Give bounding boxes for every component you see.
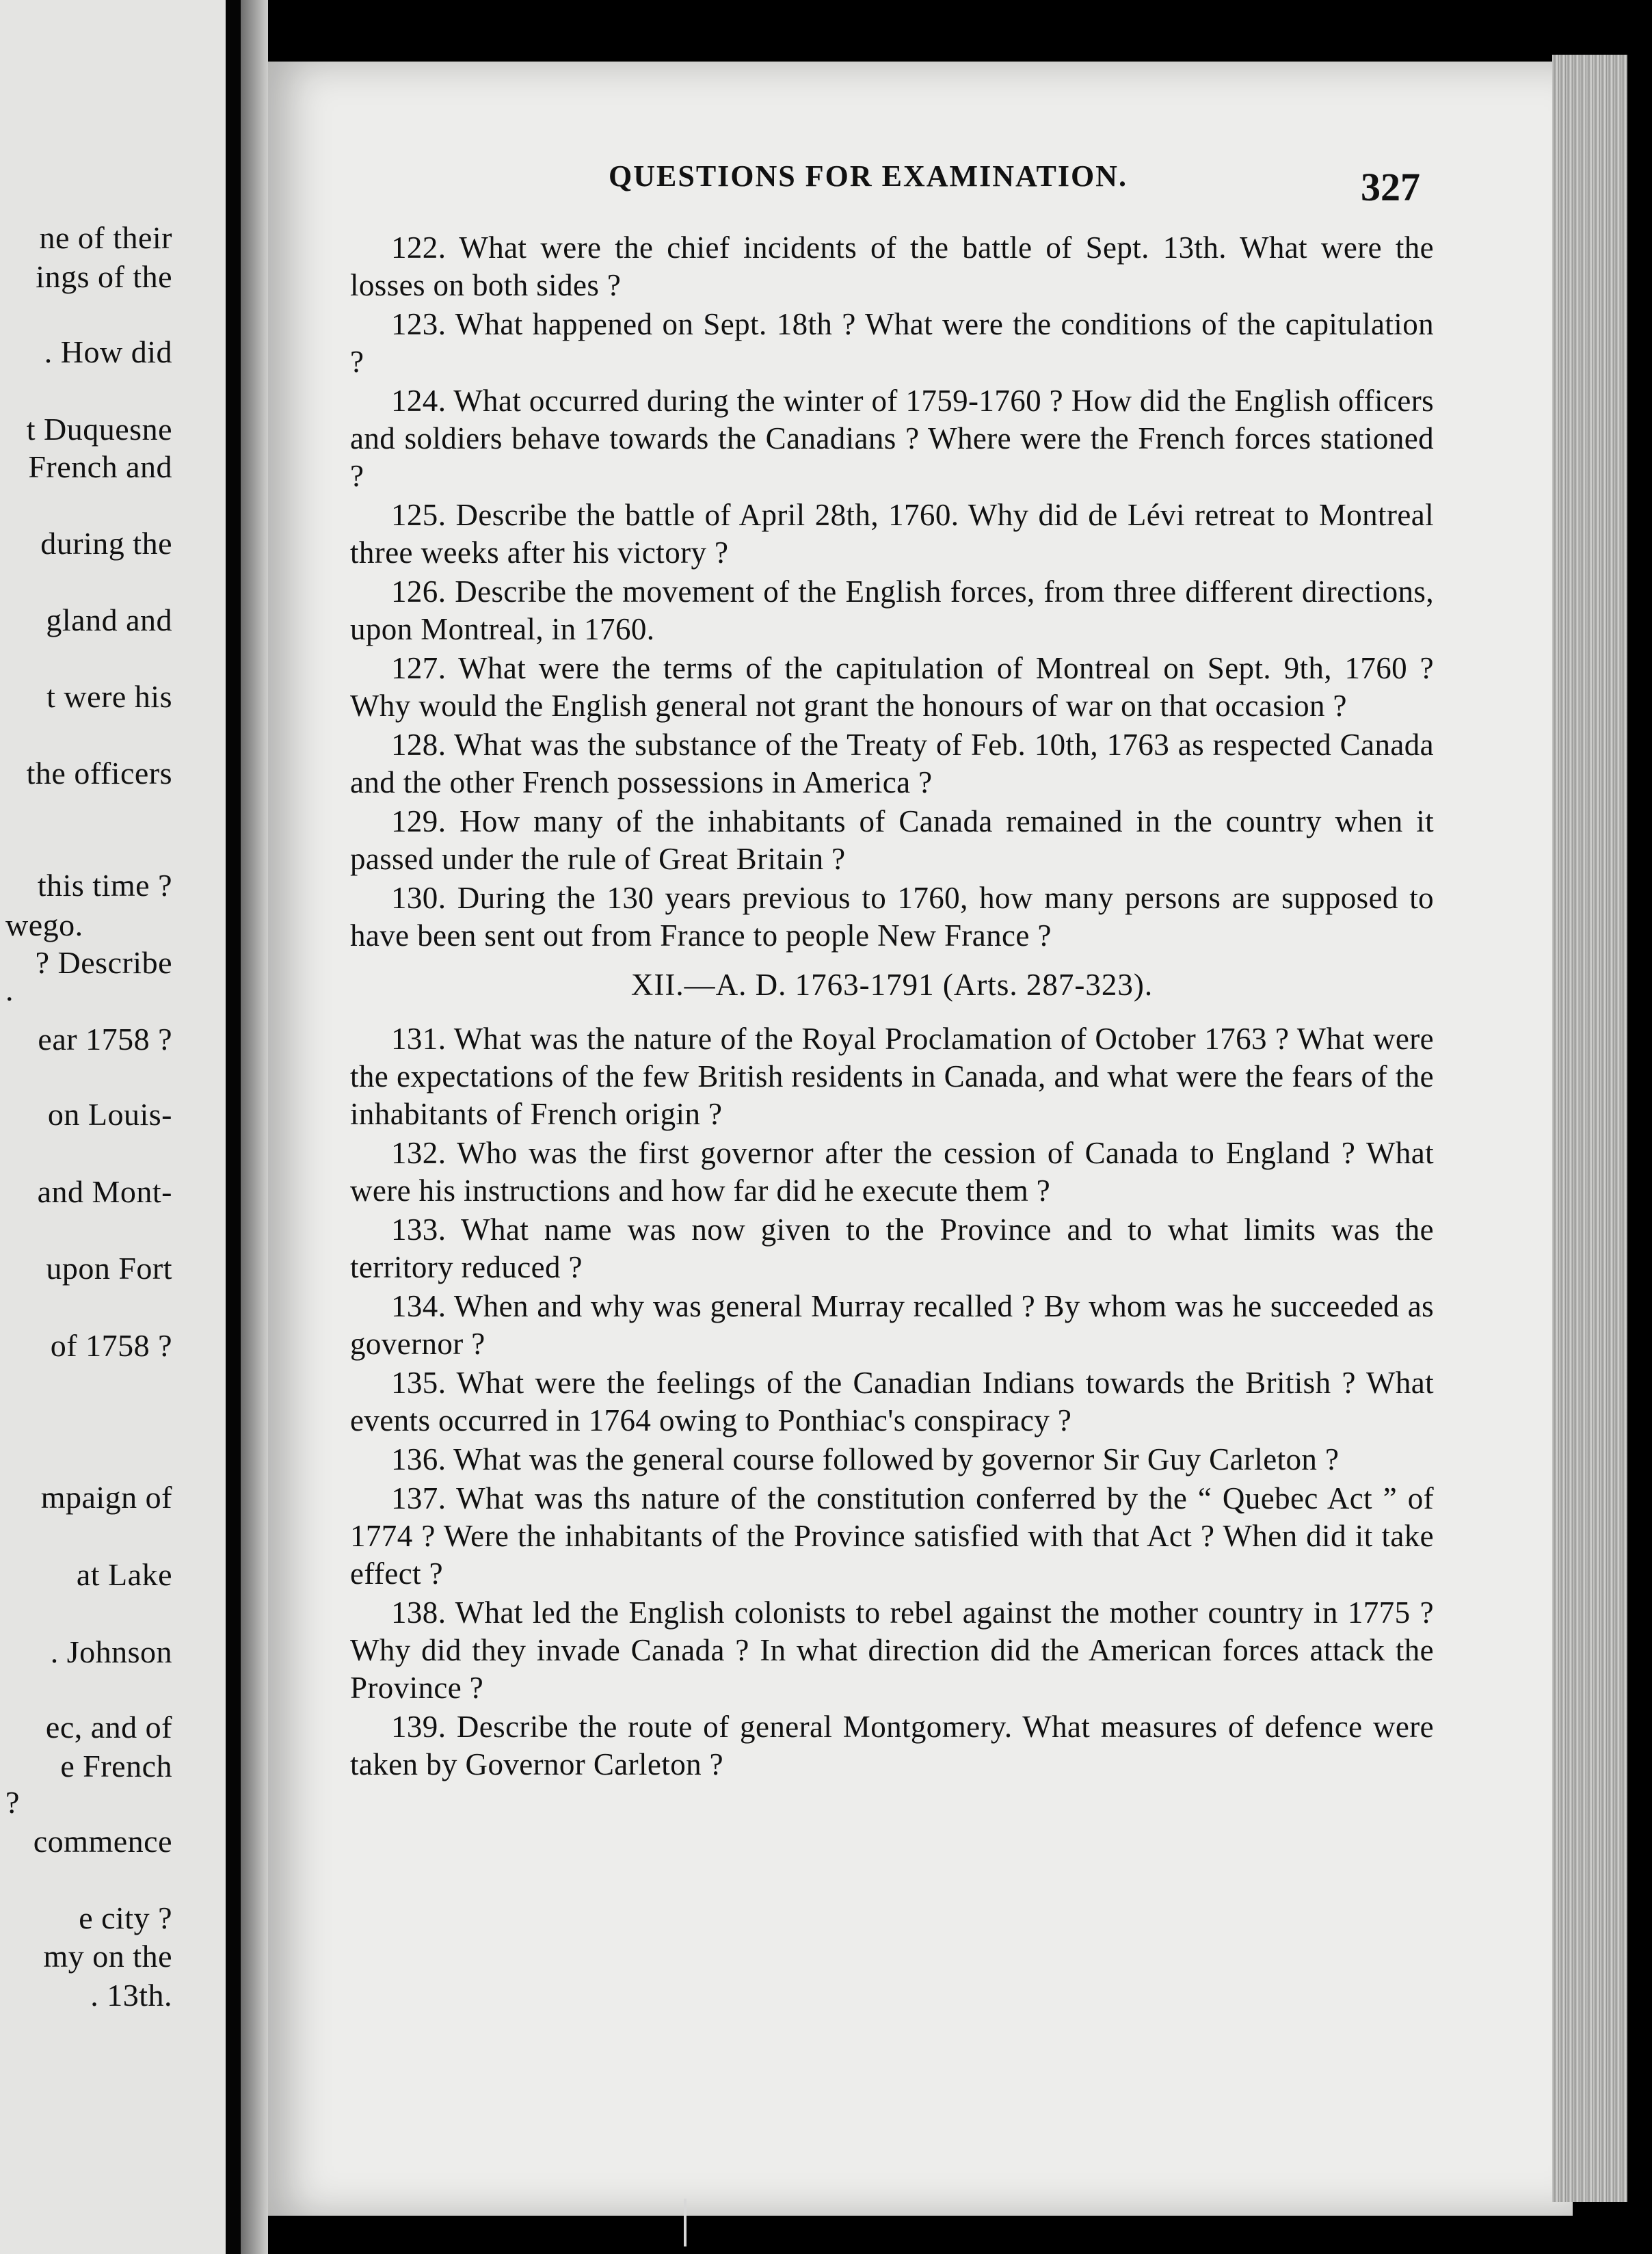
left-page-line: . 13th.	[90, 1978, 172, 2013]
left-page-line: on Louis-	[47, 1097, 172, 1132]
left-page-line: this time ?	[37, 868, 172, 903]
question-132: 132. Who was the first governor after the cession of Canada to England ? What were his instructions and how far did he execute them ?	[350, 1136, 1434, 1208]
section-heading: XII.—A. D. 1763-1791 (Arts. 287-323).	[630, 968, 1154, 1002]
left-page-line: wego.	[5, 907, 83, 942]
question-127: 127. What were the terms of the capitulation of Montreal on Sept. 9th, 1760 ? Why would the English general not grant the honours of war on that occasion ?	[350, 651, 1434, 723]
left-page-line: gland and	[46, 602, 172, 637]
page-gutter-shadow	[241, 0, 268, 2254]
question-122: 122. What were the chief incidents of the battle of Sept. 13th. What were the losses on both sides ?	[350, 230, 1434, 302]
question-131: 131. What was the nature of the Royal Proclamation of October 1763 ? What were the expectations of the few British residents in Canada, and what were the fears of the inhabitants of French origin ?	[350, 1022, 1434, 1131]
left-page-line: ear 1758 ?	[38, 1022, 172, 1057]
left-page-line: ?	[5, 1785, 20, 1820]
left-page-line: t Duquesne	[26, 412, 172, 447]
left-page-line: and Mont-	[37, 1174, 172, 1209]
question-135: 135. What were the feelings of the Canadian Indians towards the British ? What events occurred in 1764 owing to Ponthiac's conspiracy ?	[350, 1366, 1434, 1437]
question-130: 130. During the 130 years previous to 1760, how many persons are supposed to have been sent out from France to people New France ?	[350, 881, 1434, 953]
question-137: 137. What was ths nature of the constitution conferred by the “ Quebec Act ” of 1774 ? Were the inhabitants of the Province satisfied with that Act ? When did it take effect ?	[350, 1481, 1434, 1591]
book-spine	[226, 0, 241, 2254]
running-head: QUESTIONS FOR EXAMINATION.	[609, 159, 1128, 193]
left-page-line: commence	[33, 1824, 172, 1859]
question-139: 139. Describe the route of general Montgomery. What measures of defence were taken by Governor Carleton ?	[350, 1710, 1434, 1781]
page-edges	[1552, 55, 1627, 2202]
left-page-line: e city ?	[79, 1900, 172, 1935]
left-page-line: ec, and of	[45, 1710, 172, 1745]
question-128: 128. What was the substance of the Treaty of Feb. 10th, 1763 as respected Canada and the other French possessions in America ?	[350, 728, 1434, 799]
left-page-line: mpaign of	[40, 1480, 172, 1515]
question-125: 125. Describe the battle of April 28th, 1760. Why did de Lévi retreat to Montreal three weeks after his victory ?	[350, 498, 1434, 570]
left-page-line: of 1758 ?	[50, 1328, 172, 1363]
page-number: 327	[1361, 165, 1420, 209]
question-124: 124. What occurred during the winter of 1759-1760 ? How did the English officers and soldiers behave towards the Canadians ? Where were the French forces stationed ?	[350, 384, 1434, 493]
left-page-line: e French	[60, 1749, 172, 1784]
left-page-line: upon Fort	[46, 1251, 172, 1286]
left-page-line: ne of their	[39, 220, 172, 255]
left-page-line: ? Describe	[35, 945, 172, 980]
left-page-line: t were his	[46, 679, 172, 714]
scan-artifact-line	[684, 2199, 687, 2246]
question-126: 126. Describe the movement of the English forces, from three different directions, upon Montreal, in 1760.	[350, 574, 1434, 646]
page-body	[350, 229, 1434, 1785]
left-page-line: the officers	[26, 756, 172, 791]
question-133: 133. What name was now given to the Province and to what limits was the territory reduced ?	[350, 1212, 1434, 1284]
left-page-line: at Lake	[76, 1557, 172, 1592]
question-123: 123. What happened on Sept. 18th ? What were the conditions of the capitulation ?	[350, 307, 1434, 379]
left-page-line: during the	[40, 526, 172, 561]
previous-page-fragment	[0, 0, 226, 2254]
left-page-line: ings of the	[36, 259, 172, 294]
question-138: 138. What led the English colonists to rebel against the mother country in 1775 ? Why did they invade Canada ? In what direction did the American forces attack the Province ?	[350, 1595, 1434, 1705]
left-page-line: . How did	[44, 334, 172, 369]
left-page-line: my on the	[43, 1939, 172, 1974]
question-134: 134. When and why was general Murray recalled ? By whom was he succeeded as governor ?	[350, 1289, 1434, 1361]
left-page-line: .	[5, 972, 14, 1007]
left-page-line: French and	[28, 449, 172, 484]
left-page-line: . Johnson	[50, 1634, 172, 1669]
question-129: 129. How many of the inhabitants of Canada remained in the country when it passed under the rule of Great Britain ?	[350, 804, 1434, 876]
question-136: 136. What was the general course followed by governor Sir Guy Carleton ?	[391, 1442, 1340, 1476]
